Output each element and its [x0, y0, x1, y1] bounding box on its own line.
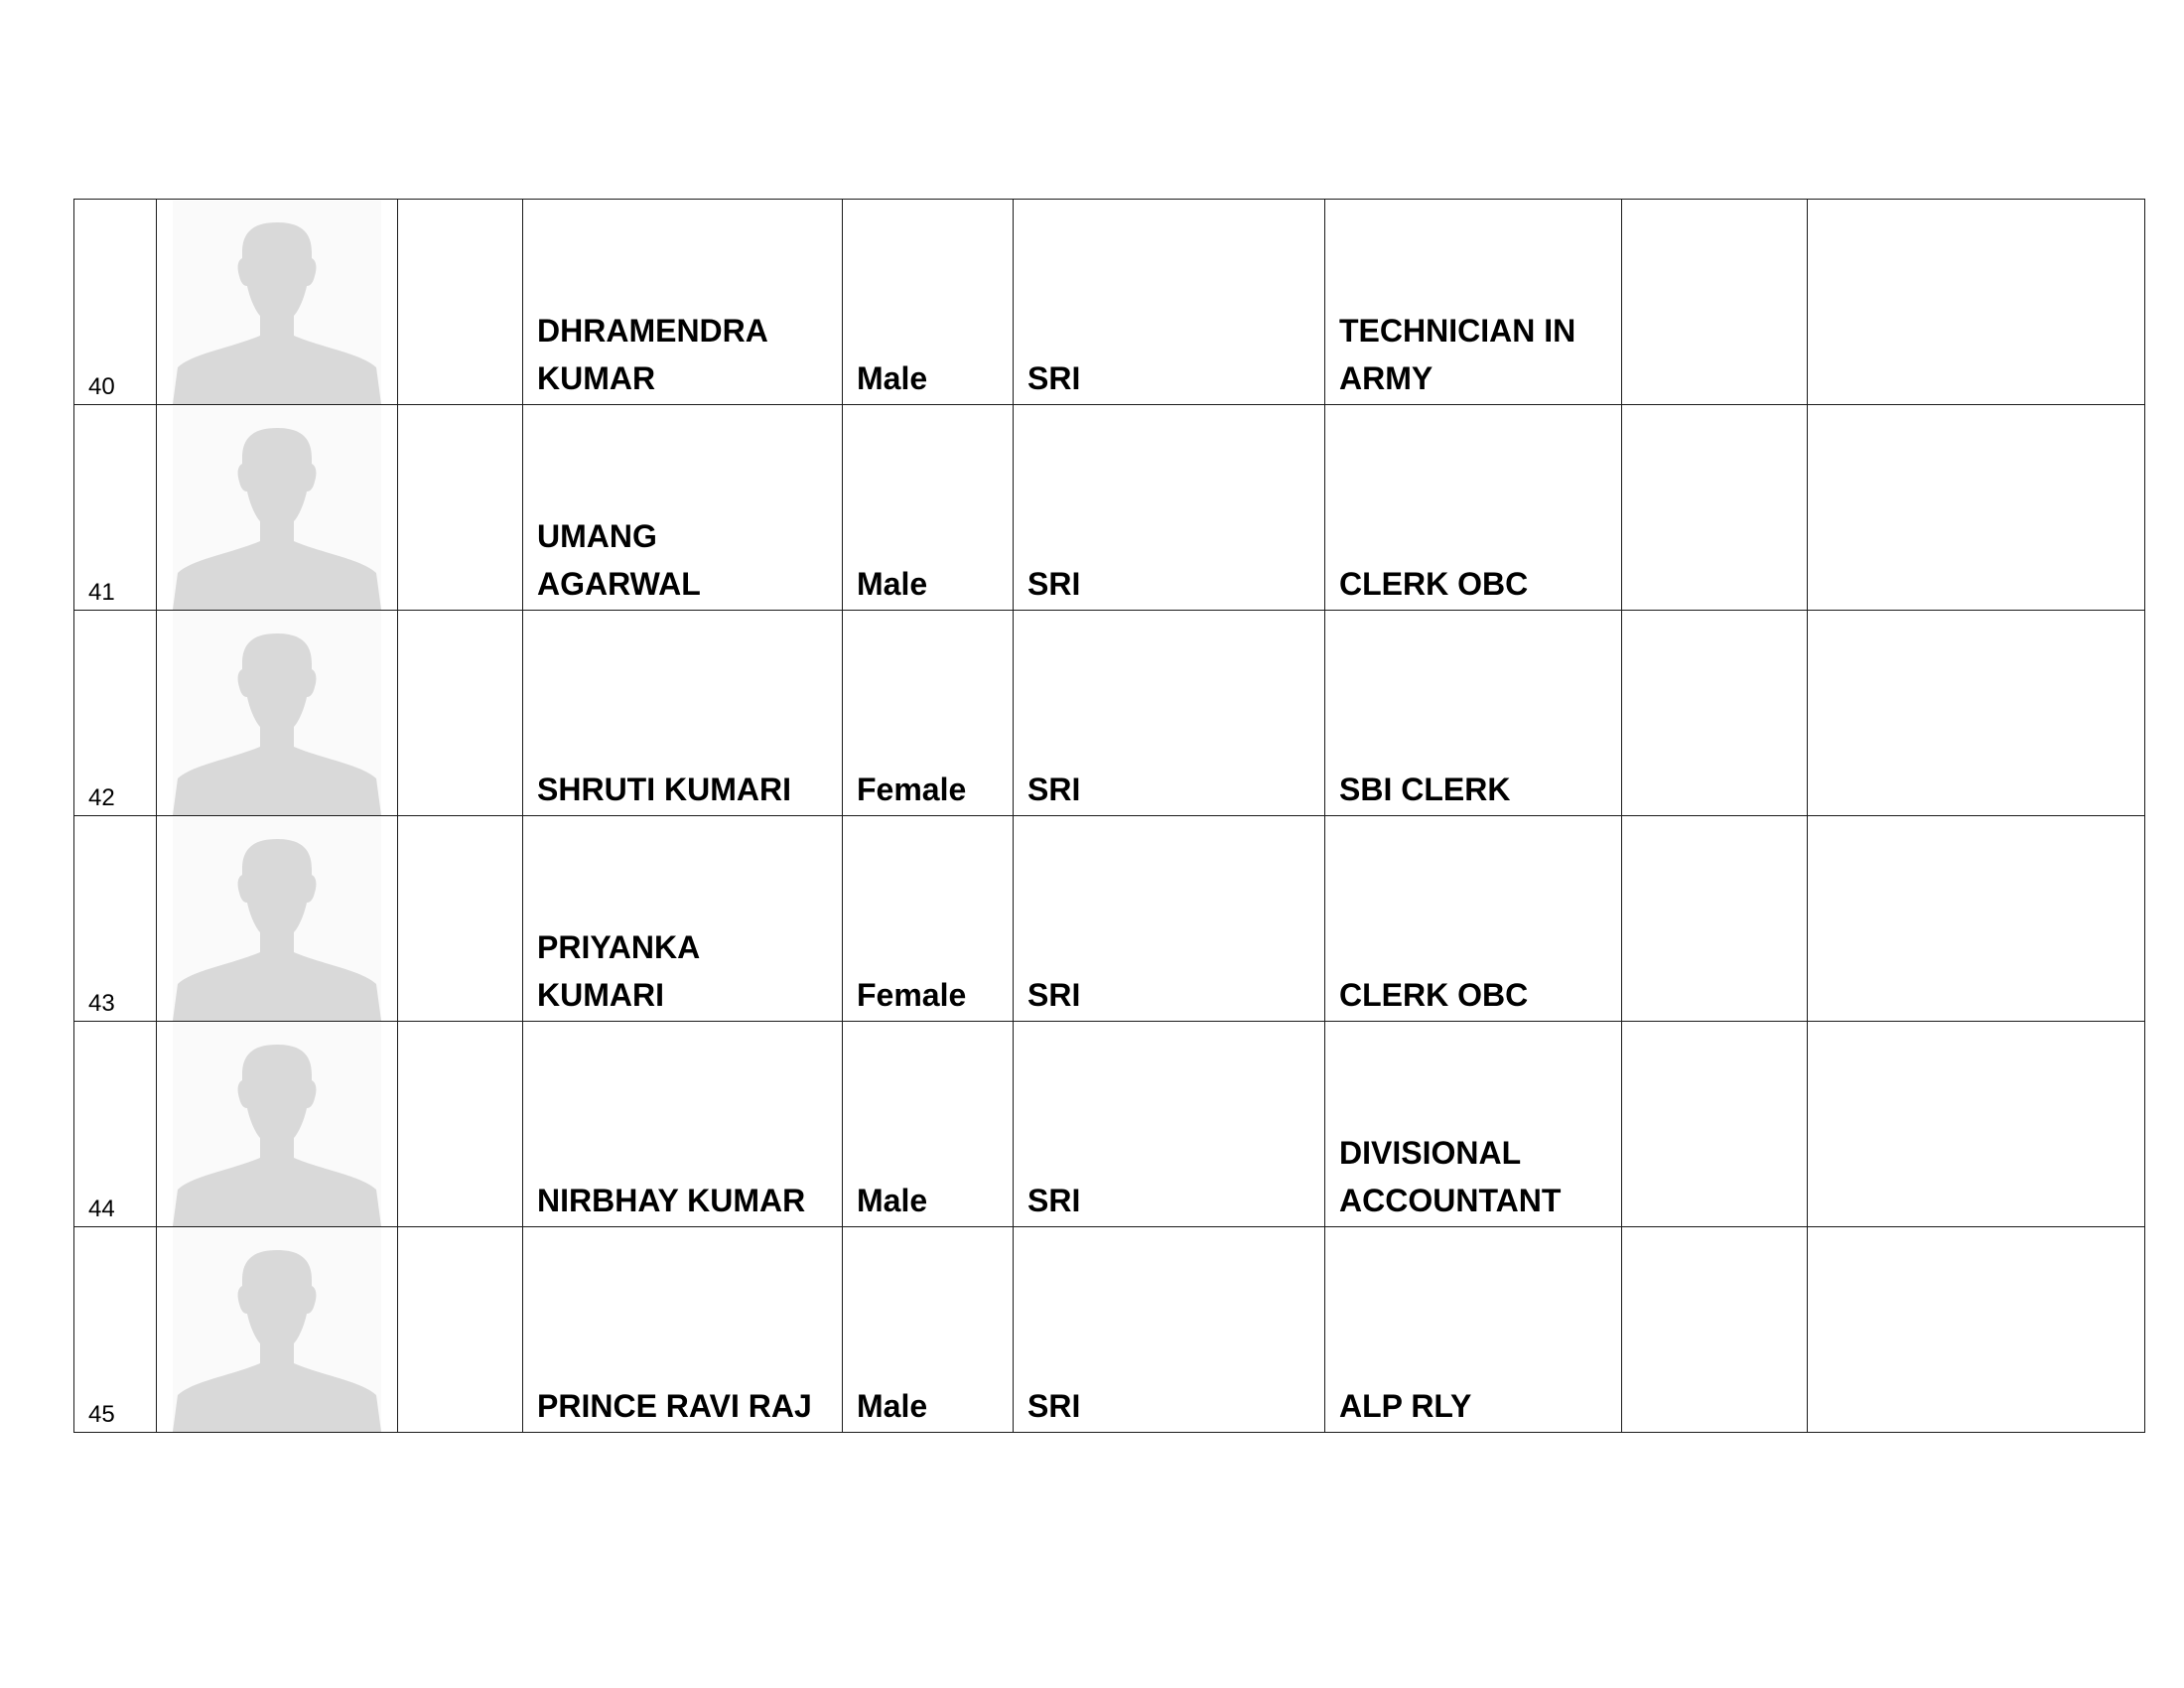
name-cell: [523, 200, 843, 405]
person-silhouette-icon: [173, 201, 381, 404]
row-number: 44: [74, 1022, 157, 1227]
candidate-title: SRI: [1027, 360, 1081, 396]
candidate-title: SRI: [1027, 772, 1081, 807]
empty-cell: [1622, 816, 1808, 1022]
candidate-title: SRI: [1027, 977, 1081, 1013]
candidate-name: PRIYANKA KUMARI: [537, 929, 701, 1013]
photo-cell: [157, 1227, 398, 1433]
gender-cell: [843, 1227, 1014, 1433]
candidate-title: SRI: [1027, 1388, 1081, 1424]
gender-cell: [843, 405, 1014, 611]
empty-cell: [1808, 405, 2145, 611]
post-cell: [1325, 200, 1622, 405]
roster-table: [73, 199, 2145, 1433]
candidate-gender: Female: [857, 977, 967, 1013]
empty-cell: [1808, 611, 2145, 816]
photo-cell: [157, 200, 398, 405]
empty-cell: [1622, 1227, 1808, 1433]
row-number: 45: [74, 1227, 157, 1433]
candidate-title: SRI: [1027, 1183, 1081, 1218]
person-silhouette-icon: [173, 1023, 381, 1226]
name-cell: [523, 1022, 843, 1227]
candidate-name: DHRAMENDRA KUMAR: [537, 313, 768, 396]
candidate-name: PRINCE RAVI RAJ: [537, 1388, 812, 1424]
gender-cell: [843, 200, 1014, 405]
person-silhouette-icon: [173, 817, 381, 1021]
candidate-post: CLERK OBC: [1339, 977, 1529, 1013]
candidate-post: ALP RLY: [1339, 1388, 1472, 1424]
blank-cell: [398, 405, 523, 611]
title-cell: [1014, 200, 1325, 405]
empty-cell: [1622, 200, 1808, 405]
candidate-post: TECHNICIAN IN ARMY: [1339, 313, 1576, 396]
blank-cell: [398, 200, 523, 405]
gender-cell: [843, 611, 1014, 816]
candidate-name: SHRUTI KUMARI: [537, 772, 791, 807]
candidate-title: SRI: [1027, 566, 1081, 602]
empty-cell: [1808, 816, 2145, 1022]
post-cell: [1325, 611, 1622, 816]
row-number: 42: [74, 611, 157, 816]
row-number: 41: [74, 405, 157, 611]
gender-cell: [843, 1022, 1014, 1227]
table-row: [74, 816, 2145, 1022]
empty-cell: [1808, 1022, 2145, 1227]
empty-cell: [1808, 1227, 2145, 1433]
candidate-name: UMANG AGARWAL: [537, 518, 701, 602]
blank-cell: [398, 1022, 523, 1227]
empty-cell: [1622, 611, 1808, 816]
post-cell: [1325, 816, 1622, 1022]
candidate-gender: Female: [857, 772, 967, 807]
candidate-gender: Male: [857, 360, 928, 396]
photo-cell: [157, 816, 398, 1022]
table-row: [74, 200, 2145, 405]
empty-cell: [1622, 405, 1808, 611]
post-cell: [1325, 405, 1622, 611]
person-silhouette-icon: [173, 1228, 381, 1432]
row-number: 43: [74, 816, 157, 1022]
empty-cell: [1622, 1022, 1808, 1227]
table-row: [74, 611, 2145, 816]
candidate-gender: Male: [857, 1388, 928, 1424]
blank-cell: [398, 1227, 523, 1433]
table-row: [74, 1227, 2145, 1433]
title-cell: [1014, 1227, 1325, 1433]
gender-cell: [843, 816, 1014, 1022]
photo-cell: [157, 1022, 398, 1227]
title-cell: [1014, 816, 1325, 1022]
name-cell: [523, 1227, 843, 1433]
post-cell: [1325, 1227, 1622, 1433]
title-cell: [1014, 611, 1325, 816]
blank-cell: [398, 816, 523, 1022]
candidate-post: DIVISIONAL ACCOUNTANT: [1339, 1135, 1562, 1218]
candidate-post: CLERK OBC: [1339, 566, 1529, 602]
empty-cell: [1808, 200, 2145, 405]
table-row: [74, 405, 2145, 611]
candidate-gender: Male: [857, 566, 928, 602]
candidate-gender: Male: [857, 1183, 928, 1218]
title-cell: [1014, 405, 1325, 611]
blank-cell: [398, 611, 523, 816]
name-cell: [523, 611, 843, 816]
row-number: 40: [74, 200, 157, 405]
post-cell: [1325, 1022, 1622, 1227]
photo-cell: [157, 611, 398, 816]
name-cell: [523, 816, 843, 1022]
name-cell: [523, 405, 843, 611]
candidate-post: SBI CLERK: [1339, 772, 1511, 807]
person-silhouette-icon: [173, 612, 381, 815]
person-silhouette-icon: [173, 406, 381, 610]
photo-cell: [157, 405, 398, 611]
table-row: [74, 1022, 2145, 1227]
title-cell: [1014, 1022, 1325, 1227]
candidate-name: NIRBHAY KUMAR: [537, 1183, 806, 1218]
